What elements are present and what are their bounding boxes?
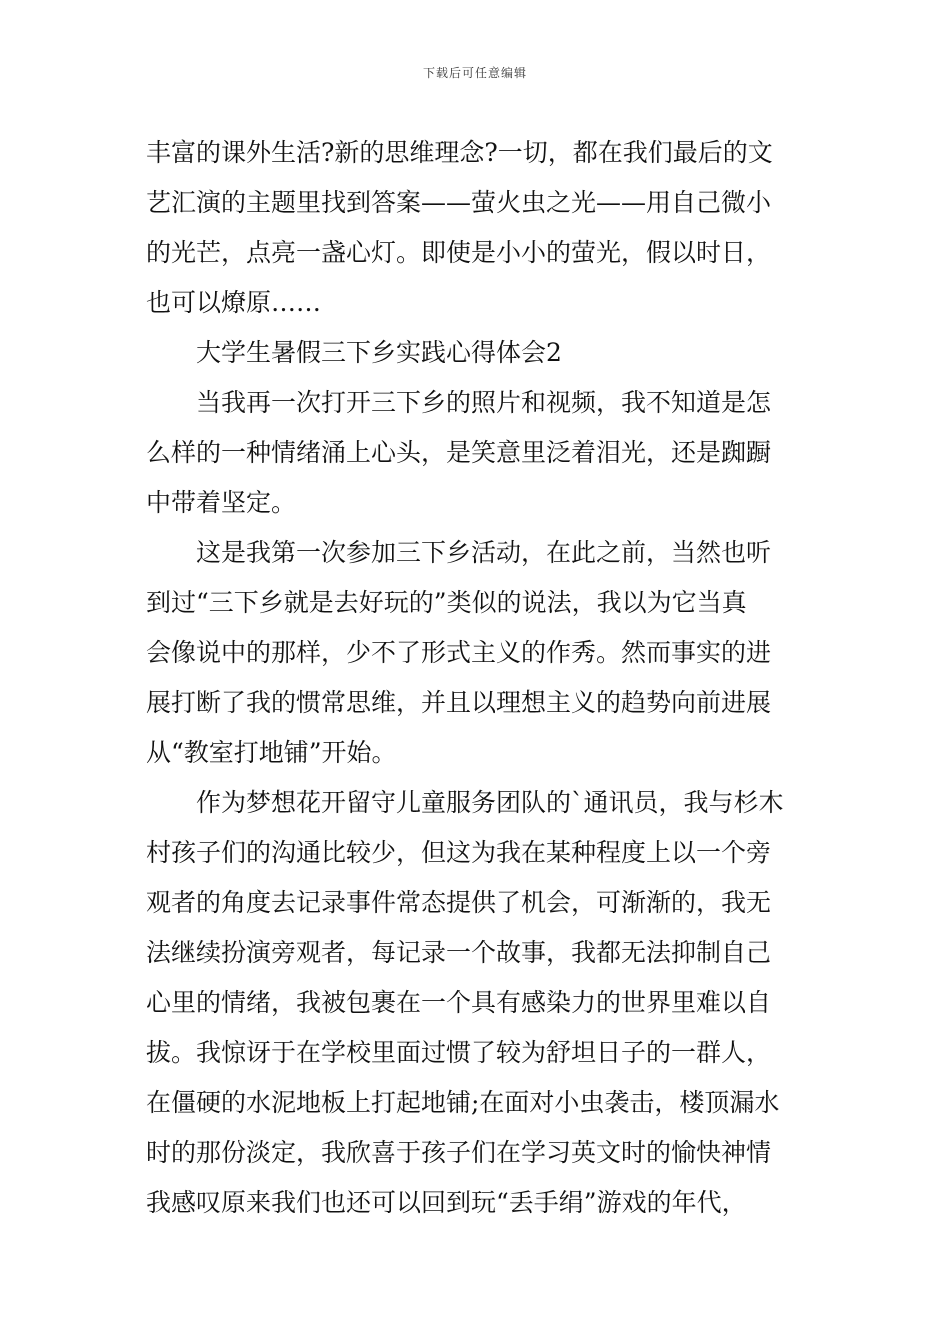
document-body	[146, 128, 812, 1228]
text-line: 也可以燎原……	[146, 288, 322, 317]
text-line: 的光芒，点亮一盏心灯。即使是小小的萤光，假以时日，	[146, 238, 772, 267]
paragraph-first-line: 这是我第一次参加三下乡活动，在此之前，当然也听	[196, 538, 772, 567]
text-line: 我感叹原来我们也还可以回到玩“丢手绢”游戏的年代，	[146, 1188, 747, 1217]
text-line: 心里的情绪，我被包裹在一个具有感染力的世界里难以自	[146, 988, 772, 1017]
text-line: 法继续扮演旁观者，每记录一个故事，我都无法抑制自己	[146, 938, 772, 967]
section-heading: 大学生暑假三下乡实践心得体会2	[196, 338, 562, 367]
text-line: 么样的一种情绪涌上心头，是笑意里泛着泪光，还是踟蹰	[146, 438, 772, 467]
text-line: 时的那份淡定，我欣喜于孩子们在学习英文时的愉快神情	[146, 1138, 772, 1167]
text-line: 村孩子们的沟通比较少，但这为我在某种程度上以一个旁	[146, 838, 772, 867]
text-line: 到过“三下乡就是去好玩的”类似的说法，我以为它当真	[146, 588, 747, 617]
text-line: 在僵硬的水泥地板上打起地铺;在面对小虫袭击，楼顶漏水	[146, 1088, 780, 1117]
text-line: 丰富的课外生活?新的思维理念?一切，都在我们最后的文	[146, 138, 773, 167]
text-line: 从“教室打地铺”开始。	[146, 738, 397, 767]
text-line: 观者的角度去记录事件常态提供了机会，可渐渐的，我无	[146, 888, 772, 917]
text-line: 艺汇演的主题里找到答案——萤火虫之光——用自己微小	[146, 188, 772, 217]
paragraph-first-line: 当我再一次打开三下乡的照片和视频，我不知道是怎	[196, 388, 772, 417]
text-line: 拔。我惊讶于在学校里面过惯了较为舒坦日子的一群人，	[146, 1038, 772, 1067]
page-header-note: 下载后可任意编辑	[422, 66, 527, 80]
text-line: 中带着坚定。	[146, 488, 297, 517]
text-line: 展打断了我的惯常思维，并且以理想主义的趋势向前进展	[146, 688, 772, 717]
text-line: 会像说中的那样，少不了形式主义的作秀。然而事实的进	[146, 638, 772, 667]
paragraph-first-line: 作为梦想花开留守儿童服务团队的`通讯员，我与杉木	[196, 788, 784, 817]
